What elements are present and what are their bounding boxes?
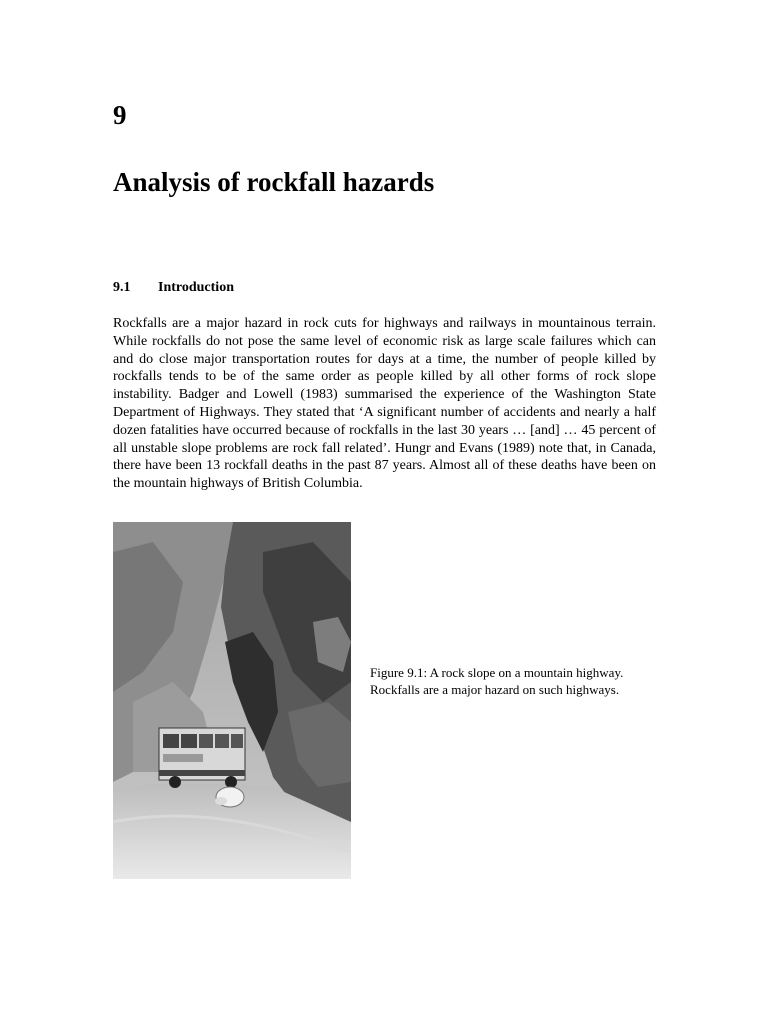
section-title: Introduction (158, 280, 234, 295)
figure-caption-line-1: Figure 9.1: A rock slope on a mountain highway. (370, 665, 624, 680)
chapter-number: 9 (113, 100, 127, 130)
chapter-title: Analysis of rockfall hazards (113, 167, 435, 197)
mountain-highway-photo-illustration (113, 522, 351, 879)
figure-caption-line-2: Rockfalls are a major hazard on such highways. (370, 682, 620, 697)
section-number: 9.1 (113, 280, 131, 295)
body-paragraph: Rockfalls are a major hazard in rock cuts for highways and railways in mountainous terrain. While rockfalls do not pose the same level of economic risk as large scale failures which can and do close major transportation routes for days at a time, the number of people killed by rockfalls tends to be of the same order as people killed by all other forms of rock slope instability. Badger and Lowell (1983) summarised the experience of the Washington State Department of Highways. They stated that ‘A significant number of accidents and nearly a half dozen fatalities have occurred because of rockfalls in the last 30 years … [and] … 45 percent of all unstable slope problems are rock fall related’. Hungr and Evans (1989) note that, in Canada, there have been 13 rockfall deaths in the past 87 years. Almost all of these deaths have been on the mountain highways of British Columbia. (113, 316, 656, 492)
section-heading (113, 279, 234, 297)
figure-photo (113, 522, 351, 879)
figure-caption (370, 664, 660, 698)
